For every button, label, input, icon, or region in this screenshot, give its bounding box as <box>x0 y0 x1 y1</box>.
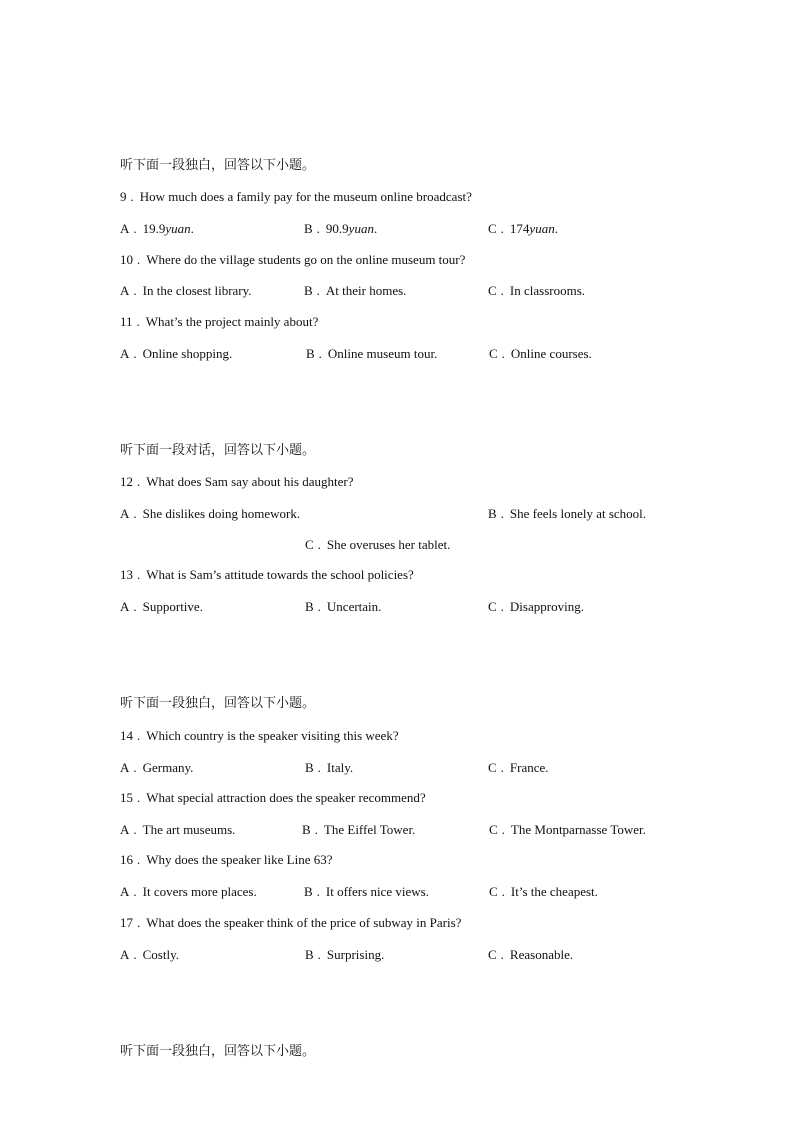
option-c[interactable]: C . The Montparnasse Tower. <box>489 822 646 837</box>
option-value: The Montparnasse Tower. <box>510 822 646 837</box>
option-b[interactable]: B . The Eiffel Tower. <box>302 822 416 837</box>
question-17: 17 . What does the speaker think of the price of subway in Paris? <box>120 915 462 930</box>
question-13: 13 . What is Sam’s attitude towards the school policies? <box>120 567 414 582</box>
option-letter: A <box>120 221 130 236</box>
option-value: In the closest library. <box>142 283 252 298</box>
option-b[interactable]: B . 90.9yuan. <box>304 221 378 236</box>
option-value: At their homes. <box>325 283 407 298</box>
option-value: France. <box>509 760 549 775</box>
option-c[interactable]: C . Disapproving. <box>488 599 584 614</box>
question-text: What does the speaker think of the price of subway in Paris? <box>146 915 462 930</box>
option-b[interactable]: B . Uncertain. <box>305 599 382 614</box>
option-value: Costly. <box>142 947 179 962</box>
option-letter: B <box>304 221 313 236</box>
option-letter: A <box>120 760 130 775</box>
option-a[interactable]: A . Costly. <box>120 947 179 962</box>
option-c[interactable]: C . She overuses her tablet. <box>305 537 451 552</box>
option-value: She feels lonely at school. <box>509 506 647 521</box>
option-letter: C <box>489 822 498 837</box>
option-c[interactable]: C . Reasonable. <box>488 947 574 962</box>
question-number: 13 <box>120 567 133 582</box>
option-letter: C <box>488 283 497 298</box>
option-letter: A <box>120 599 130 614</box>
option-value: 174 <box>509 221 530 236</box>
option-a[interactable]: A . 19.9yuan. <box>120 221 194 236</box>
option-c[interactable]: C . It’s the cheapest. <box>489 884 598 899</box>
option-letter: C <box>305 537 314 552</box>
option-letter: B <box>305 599 314 614</box>
option-value: Reasonable. <box>509 947 574 962</box>
option-value: Italy. <box>326 760 354 775</box>
option-value: In classrooms. <box>509 283 586 298</box>
option-a[interactable]: A . Germany. <box>120 760 194 775</box>
question-15: 15 . What special attraction does the speaker recommend? <box>120 790 426 805</box>
option-letter: B <box>305 760 314 775</box>
option-a[interactable]: A . The art museums. <box>120 822 236 837</box>
option-letter: C <box>488 760 497 775</box>
option-unit: yuan <box>529 221 555 236</box>
option-c[interactable]: C . 174yuan. <box>488 221 558 236</box>
option-a[interactable]: A . It covers more places. <box>120 884 257 899</box>
question-number: 16 <box>120 852 133 867</box>
question-12: 12 . What does Sam say about his daughter? <box>120 474 354 489</box>
option-value: It covers more places. <box>142 884 257 899</box>
question-number: 11 <box>120 314 133 329</box>
option-letter: B <box>302 822 311 837</box>
question-text: What special attraction does the speaker recommend? <box>146 790 426 805</box>
option-value: Surprising. <box>326 947 385 962</box>
option-value: She dislikes doing homework. <box>142 506 301 521</box>
option-value: Online courses. <box>510 346 592 361</box>
option-letter: A <box>120 822 130 837</box>
option-letter: C <box>488 947 497 962</box>
option-value: It’s the cheapest. <box>510 884 598 899</box>
option-letter: B <box>306 346 315 361</box>
option-value: 19.9 <box>142 221 166 236</box>
question-text: What’s the project mainly about? <box>145 314 319 329</box>
option-value: It offers nice views. <box>325 884 429 899</box>
option-b[interactable]: B . Online museum tour. <box>306 346 438 361</box>
option-letter: A <box>120 947 130 962</box>
option-letter: A <box>120 346 130 361</box>
option-letter: C <box>489 884 498 899</box>
option-letter: C <box>489 346 498 361</box>
option-letter: C <box>488 599 497 614</box>
question-number: 10 <box>120 252 133 267</box>
option-value: Uncertain. <box>326 599 382 614</box>
option-value: The Eiffel Tower. <box>323 822 416 837</box>
option-letter: B <box>305 947 314 962</box>
option-tail: . <box>554 221 558 236</box>
option-letter: B <box>304 283 313 298</box>
question-14: 14 . Which country is the speaker visiting this week? <box>120 728 399 743</box>
option-value: 90.9 <box>325 221 349 236</box>
option-letter: B <box>304 884 313 899</box>
question-number: 15 <box>120 790 133 805</box>
option-tail: . <box>190 221 194 236</box>
option-a[interactable]: A . She dislikes doing homework. <box>120 506 301 521</box>
option-unit: yuan <box>165 221 191 236</box>
option-c[interactable]: C . Online courses. <box>489 346 592 361</box>
option-value: The art museums. <box>142 822 236 837</box>
option-a[interactable]: A . In the closest library. <box>120 283 252 298</box>
question-number: 12 <box>120 474 133 489</box>
option-letter: A <box>120 884 130 899</box>
option-value: Disapproving. <box>509 599 584 614</box>
option-value: She overuses her tablet. <box>326 537 451 552</box>
option-letter: A <box>120 283 130 298</box>
option-tail: . <box>373 221 378 236</box>
question-9: 9 . How much does a family pay for the museum online broadcast? <box>120 189 472 204</box>
option-c[interactable]: C . France. <box>488 760 549 775</box>
section-heading: 听下面一段独白，回答以下小题。 <box>120 696 316 711</box>
question-text: How much does a family pay for the museum online broadcast? <box>139 189 472 204</box>
option-b[interactable]: B . Surprising. <box>305 947 385 962</box>
question-16: 16 . Why does the speaker like Line 63? <box>120 852 333 867</box>
option-value: Online museum tour. <box>327 346 438 361</box>
option-b[interactable]: B . Italy. <box>305 760 354 775</box>
option-value: Online shopping. <box>142 346 233 361</box>
question-11: 11 . What’s the project mainly about? <box>120 314 319 329</box>
section-heading: 听下面一段对话，回答以下小题。 <box>120 443 316 458</box>
question-number: 14 <box>120 728 133 743</box>
option-c[interactable]: C . In classrooms. <box>488 283 586 298</box>
option-a[interactable]: A . Online shopping. <box>120 346 233 361</box>
question-text: Where do the village students go on the online museum tour? <box>146 252 466 267</box>
option-value: Supportive. <box>142 599 203 614</box>
question-text: What does Sam say about his daughter? <box>146 474 354 489</box>
question-number: 9 <box>120 189 127 204</box>
option-letter: B <box>488 506 497 521</box>
option-letter: A <box>120 506 130 521</box>
option-b[interactable]: B . She feels lonely at school. <box>488 506 647 521</box>
section-heading: 听下面一段独白，回答以下小题。 <box>120 158 316 173</box>
question-10: 10 . Where do the village students go on the online museum tour? <box>120 252 466 267</box>
option-letter: C <box>488 221 497 236</box>
section-heading: 听下面一段独白，回答以下小题。 <box>120 1044 316 1059</box>
option-a[interactable]: A . Supportive. <box>120 599 203 614</box>
option-b[interactable]: B . It offers nice views. <box>304 884 429 899</box>
option-value: Germany. <box>142 760 194 775</box>
question-text: Why does the speaker like Line 63? <box>146 852 333 867</box>
question-number: 17 <box>120 915 133 930</box>
question-text: Which country is the speaker visiting this week? <box>146 728 399 743</box>
option-b[interactable]: B . At their homes. <box>304 283 407 298</box>
question-text: What is Sam’s attitude towards the school policies? <box>146 567 414 582</box>
option-unit: yuan <box>348 221 374 236</box>
